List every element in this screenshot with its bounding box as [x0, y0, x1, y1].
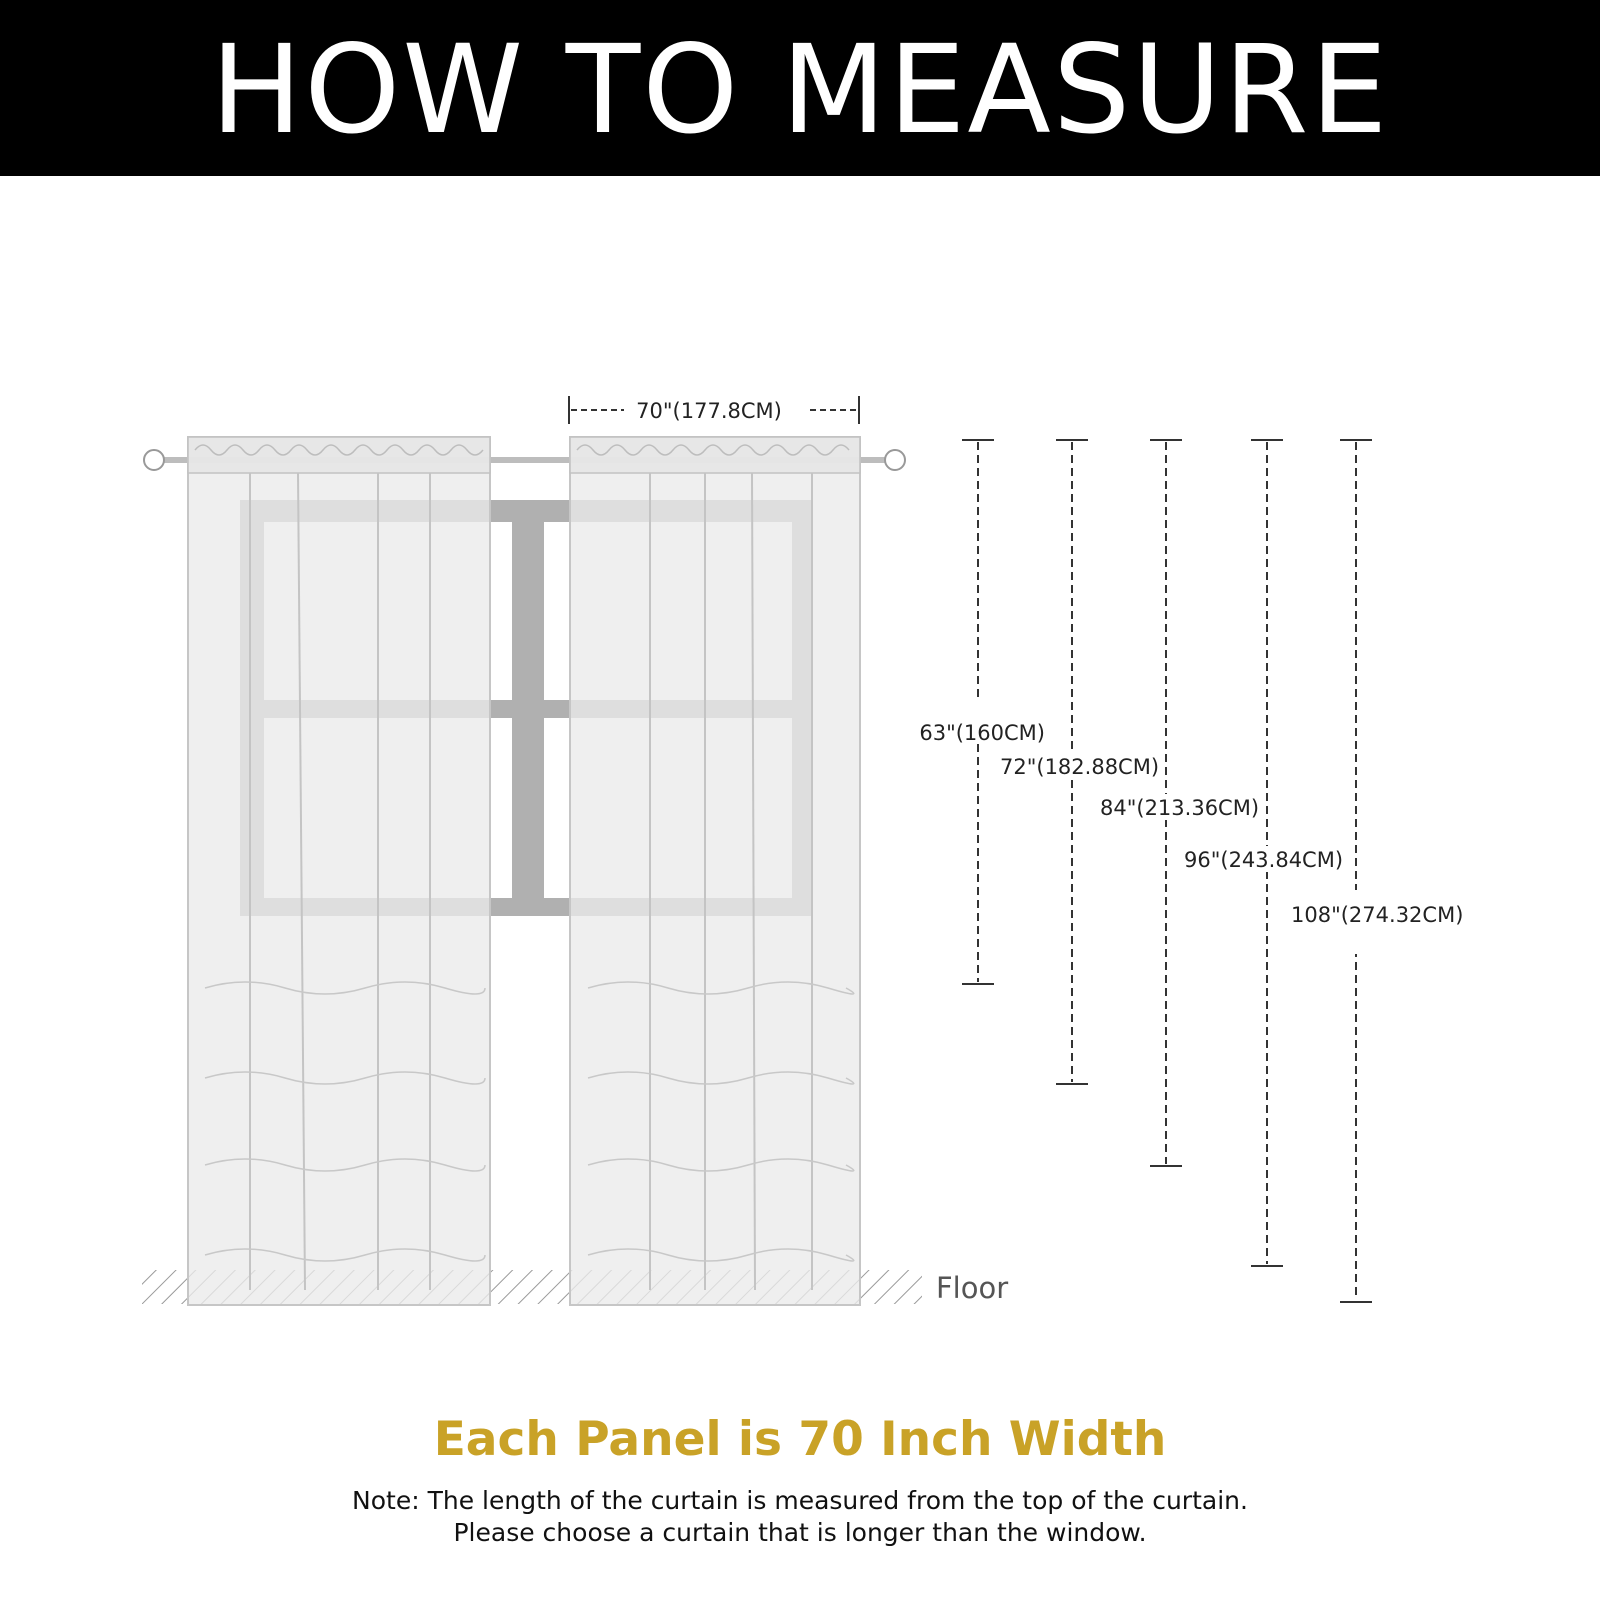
note-line-2: Please choose a curtain that is longer than the window.	[453, 1518, 1147, 1547]
length-label-96: 96"(243.84CM)	[1184, 848, 1344, 872]
page-title: HOW TO MEASURE	[210, 19, 1390, 161]
length-measure-72	[998, 440, 1159, 1084]
left-curtain-panel	[188, 437, 490, 1305]
length-measure-63	[919, 440, 1045, 984]
length-label-108: 108"(274.32CM)	[1291, 903, 1464, 927]
length-label-72: 72"(182.88CM)	[1000, 755, 1160, 779]
note-line-1: Note: The length of the curtain is measured from the top of the curtain.	[352, 1486, 1248, 1515]
panel-width-headline: Each Panel is 70 Inch Width	[433, 1412, 1167, 1467]
floor-label: Floor	[936, 1271, 1009, 1305]
length-measure-84	[1098, 440, 1262, 1166]
width-label: 70"(177.8CM)	[636, 399, 782, 423]
length-label-84: 84"(213.36CM)	[1100, 796, 1260, 820]
length-measure-96	[1182, 440, 1350, 1266]
length-label-63: 63"(160CM)	[919, 721, 1045, 745]
width-dimension	[569, 396, 859, 424]
right-curtain-panel	[570, 437, 860, 1305]
